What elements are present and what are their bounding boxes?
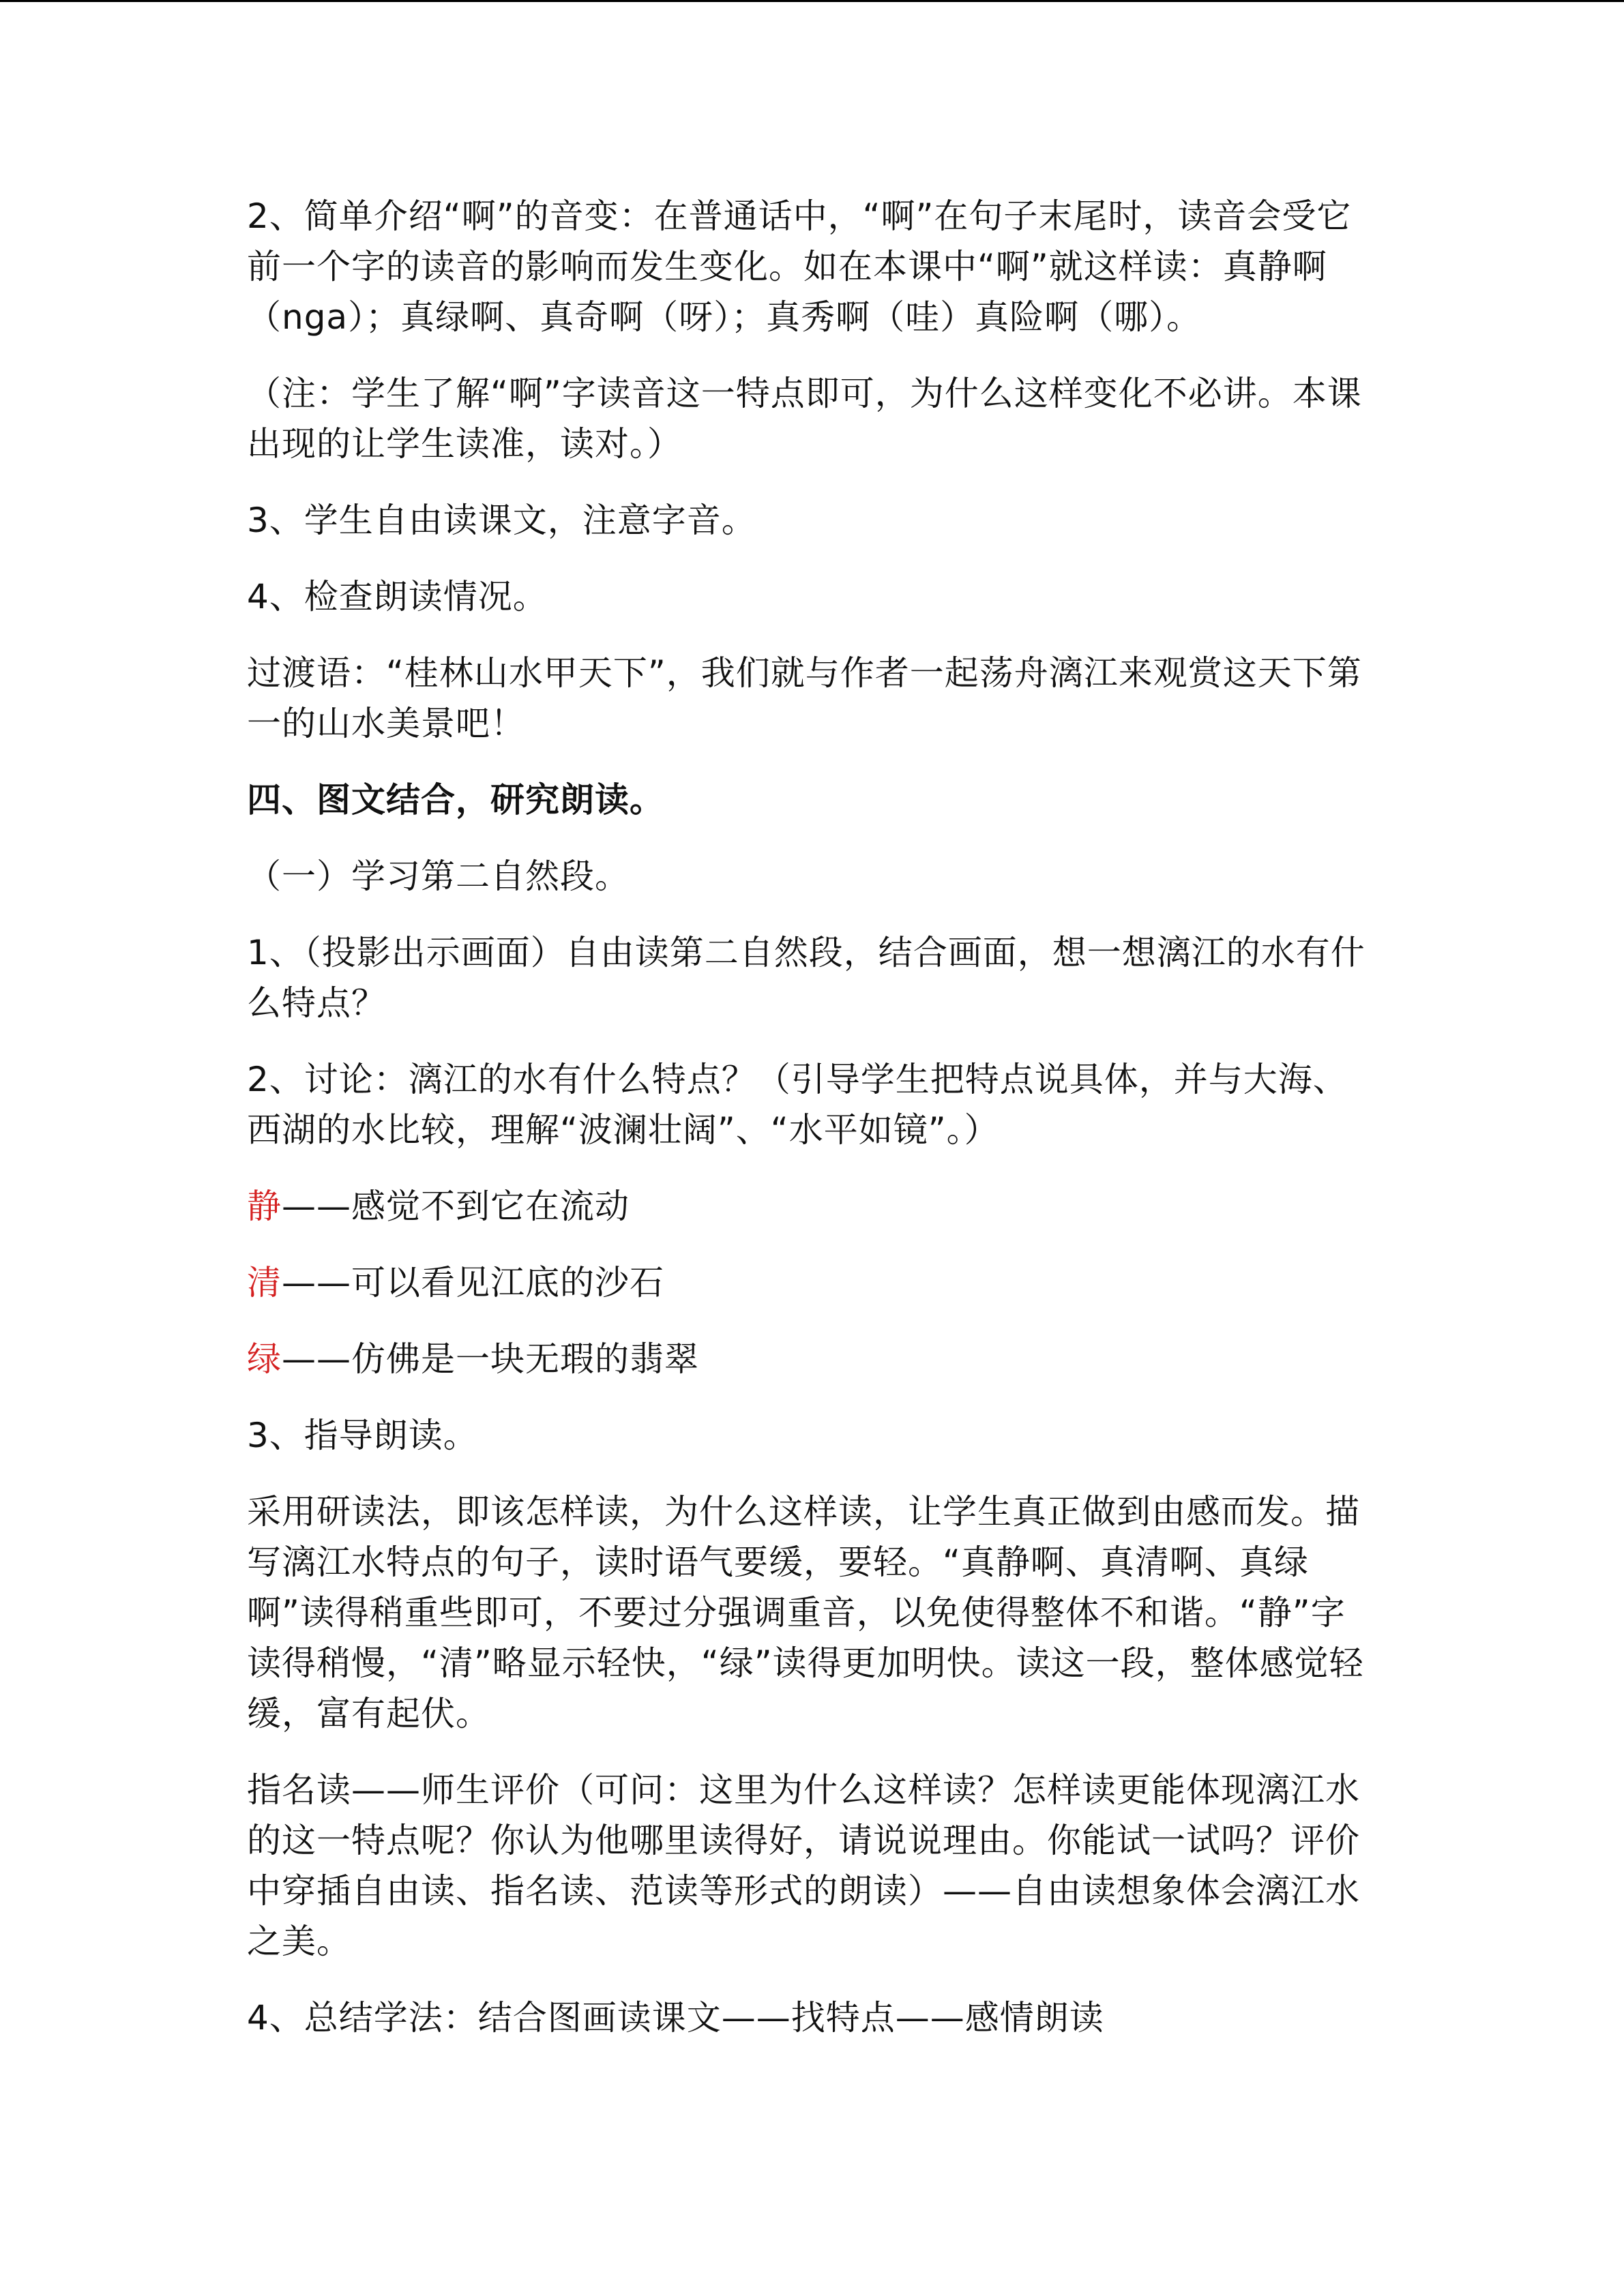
paragraph-transition: 过渡语：“桂林山水甲天下”，我们就与作者一起荡舟漓江来观赏这天下第一的山水美景吧！	[247, 653, 1362, 743]
paragraph-step-2: 2、讨论：漓江的水有什么特点？（引导学生把特点说具体，并与大海、西湖的水比较，理解“波澜壮阔”、“水平如镜”。）	[247, 1060, 1348, 1150]
subsection-heading: （一）学习第二自然段。	[247, 856, 630, 896]
section-heading: 四、图文结合，研究朗读。	[247, 780, 664, 820]
paragraph-reading-method: 采用研读法，即该怎样读，为什么这样读，让学生真正做到由感而发。描写漓江水特点的句子，读时语气要缓，要轻。“真静啊、真清啊、真绿啊”读得稍重些即可，不要过分强调重音，以免使得整体不和谐。“静”字读得稍慢，“清”略显示轻快，“绿”读得更加明快。读这一段，整体感觉轻缓，富有起伏。	[247, 1492, 1364, 1733]
page-top-rule	[0, 0, 1624, 2]
paragraph-check-reading: 4、检查朗读情况。	[247, 577, 548, 616]
feature-line-green	[247, 1334, 1372, 1384]
paragraph-ah-sound-change: 2、简单介绍“啊”的音变：在普通话中，“啊”在句子末尾时，读音会受它前一个字的读音的影响而发生变化。如在本课中“啊”就这样读：真静啊（nga）；真绿啊、真奇啊（呀）；真秀啊（哇）真险啊（哪）。	[247, 196, 1352, 337]
feature-line-quiet	[247, 1181, 1372, 1232]
paragraph-step-1: 1、（投影出示画面）自由读第二自然段，结合画面，想一想漓江的水有什么特点？	[247, 933, 1365, 1023]
feature-key: 静	[247, 1187, 282, 1226]
feature-desc: ——仿佛是一块无瑕的翡翠	[282, 1339, 699, 1379]
feature-line-clear	[247, 1257, 1372, 1308]
feature-key: 清	[247, 1263, 282, 1302]
paragraph-summary: 4、总结学法：结合图画读课文——找特点——感情朗读	[247, 1998, 1104, 2038]
feature-desc: ——可以看见江底的沙石	[282, 1263, 664, 1302]
feature-desc: ——感觉不到它在流动	[282, 1187, 630, 1226]
document-page	[247, 191, 1372, 2069]
paragraph-note: （注：学生了解“啊”字读音这一特点即可，为什么这样变化不必讲。本课出现的让学生读准，读对。）	[247, 374, 1362, 464]
paragraph-free-reading: 3、学生自由读课文，注意字音。	[247, 501, 756, 540]
feature-key: 绿	[247, 1339, 282, 1379]
paragraph-step-3: 3、指导朗读。	[247, 1416, 478, 1455]
paragraph-evaluation: 指名读——师生评价（可问：这里为什么这样读？怎样读更能体现漓江水的这一特点呢？你认为他哪里读得好，请说说理由。你能试一试吗？评价中穿插自由读、指名读、范读等形式的朗读）——自由读想象体会漓江水之美。	[247, 1770, 1360, 1961]
